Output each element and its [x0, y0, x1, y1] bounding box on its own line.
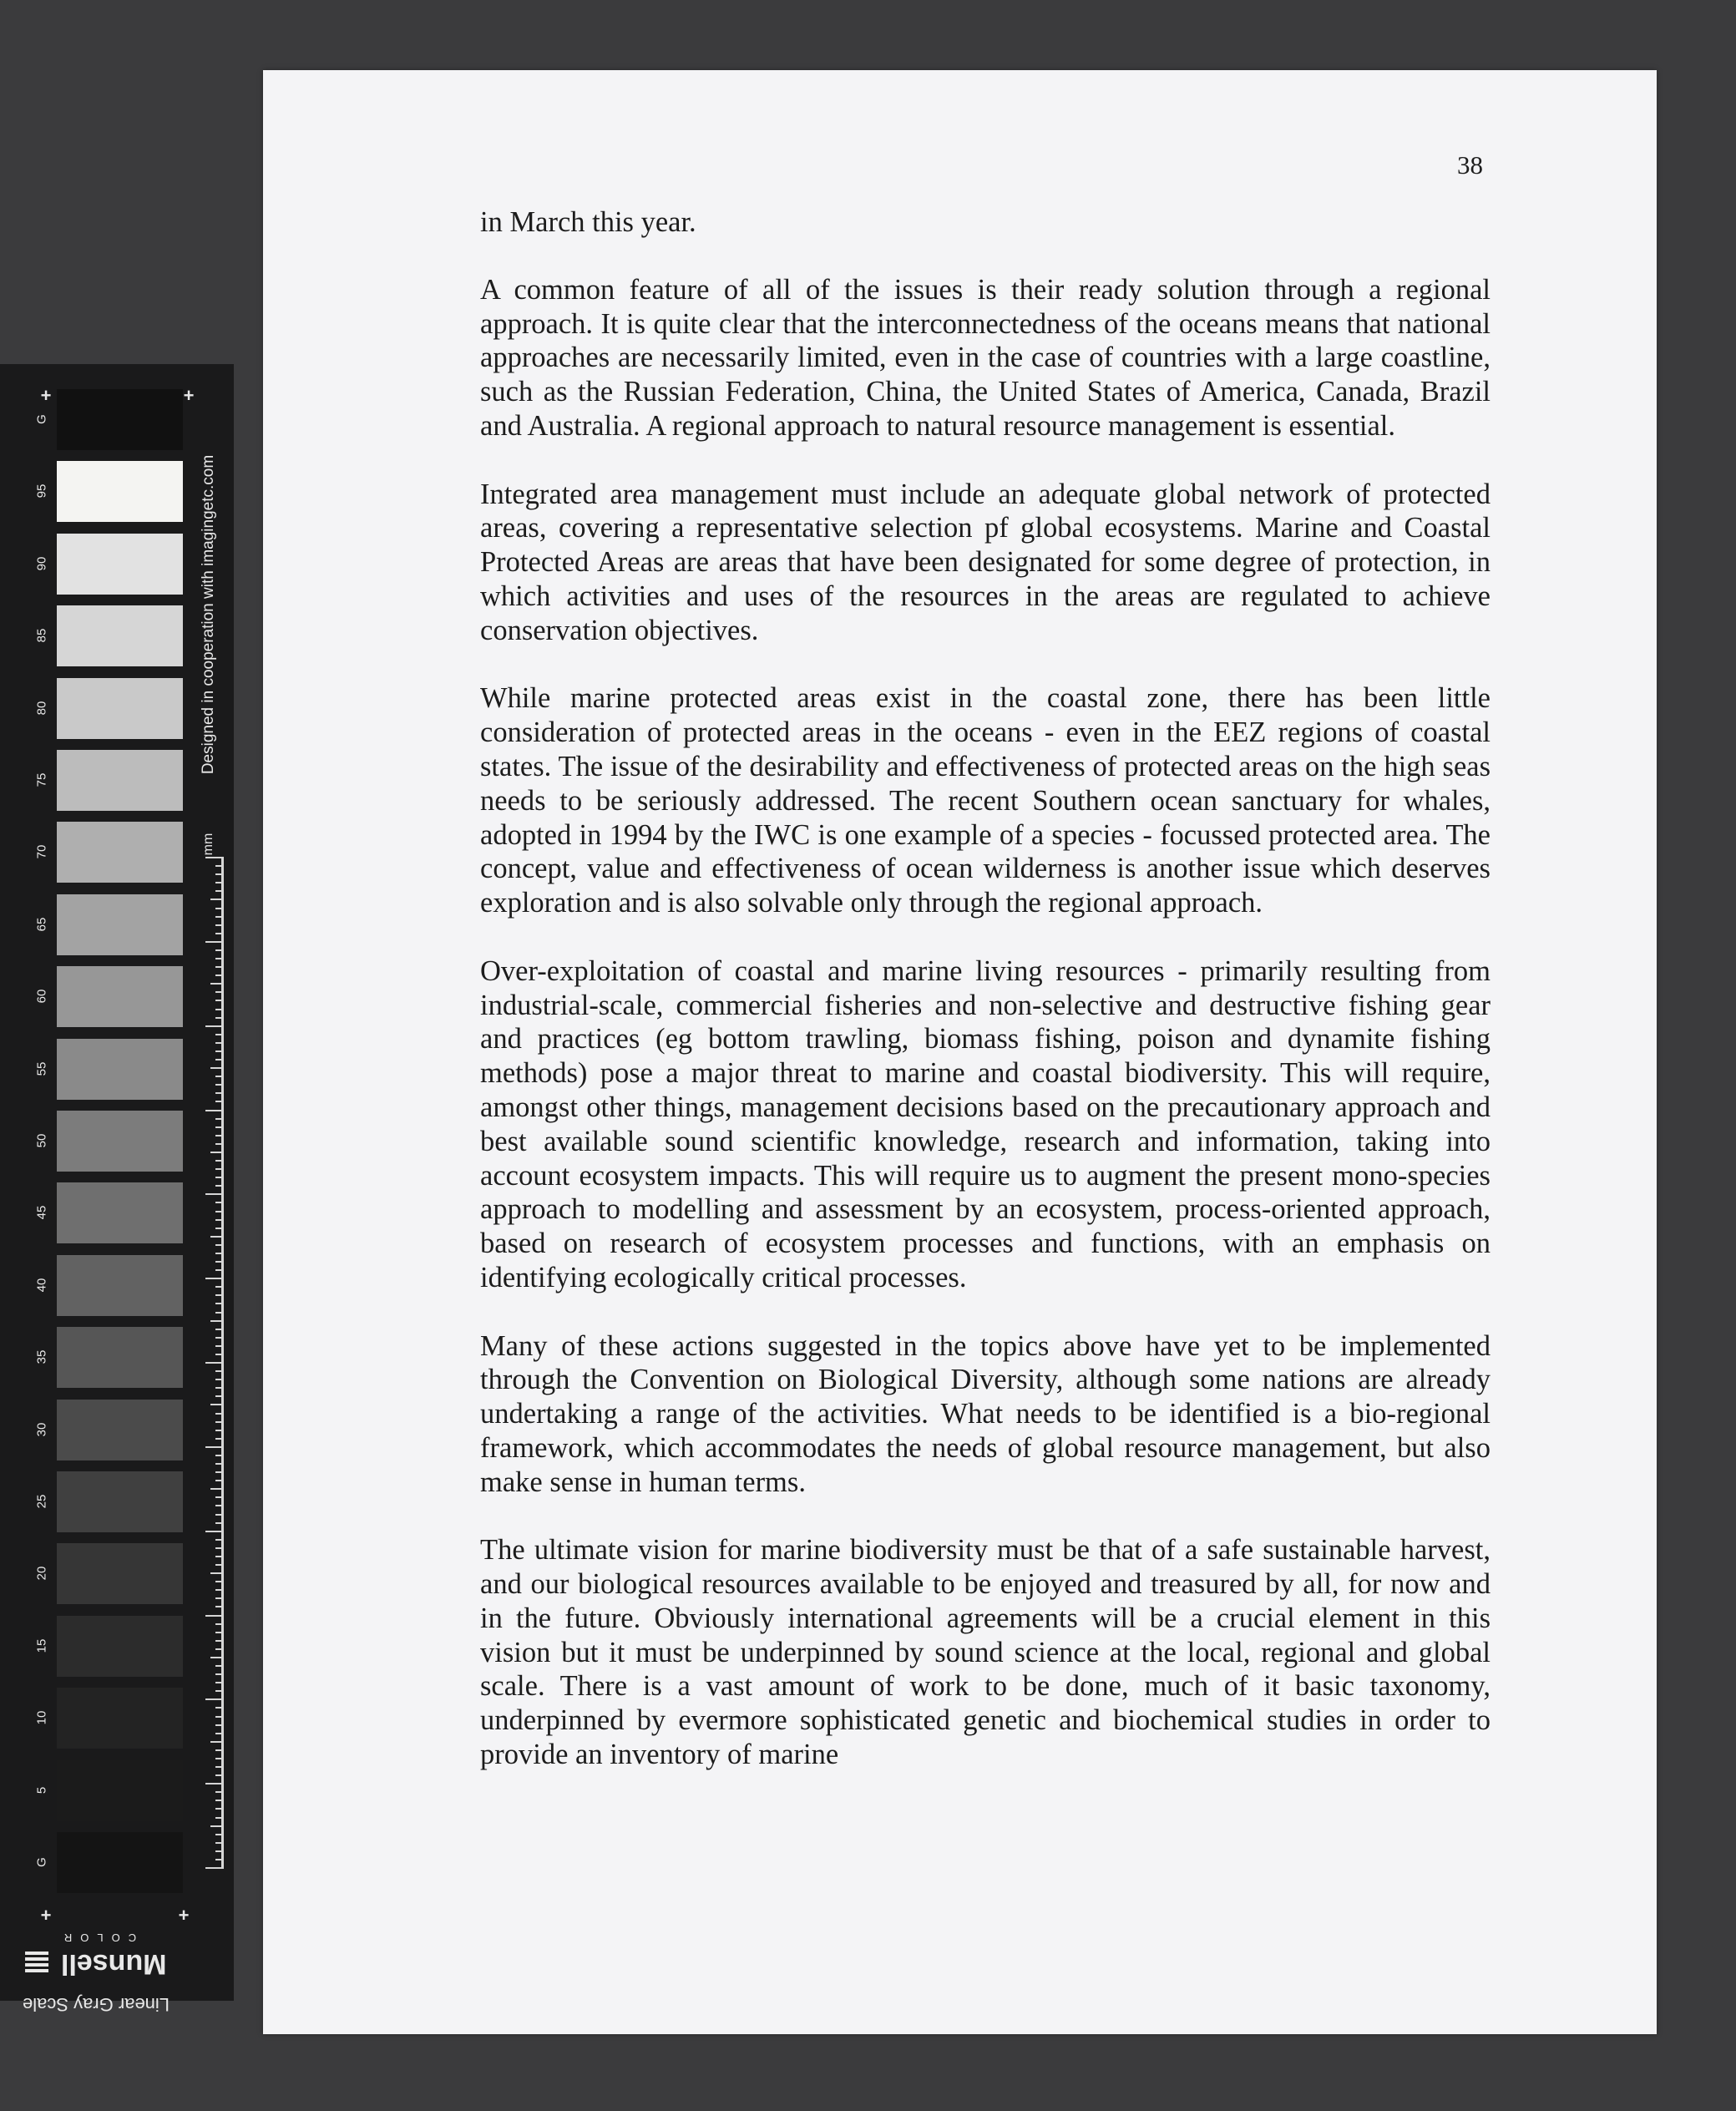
ruler-tick: [215, 865, 224, 867]
ruler-tick: [205, 1615, 224, 1617]
ruler-tick: [215, 882, 224, 883]
paragraph: While marine protected areas exist in the coastal zone, there has been little consideration of protected areas in the oceans - even in the EEZ regions of coastal states. The issue of the desirability and effectiveness of protected areas on the high seas needs to be seriously addressed. The recent Southern ocean sanctuary for whales, adopted in 1994 by the IWC is one example of a species - focussed protected area. The concept, value and effectiveness of ocean wilderness is another issue which deserves exploration and is also solvable only through the regional approach.: [480, 682, 1491, 919]
ruler-tick: [215, 1758, 224, 1759]
ruler-tick: [215, 1101, 224, 1102]
ruler-tick: [215, 1817, 224, 1819]
ruler-tick: [215, 873, 224, 875]
ruler-tick: [215, 1118, 224, 1120]
ruler-tick: [215, 1034, 224, 1035]
ruler-tick: [215, 1581, 224, 1582]
ruler-tick: [215, 1135, 224, 1136]
ruler-tick: [215, 1160, 224, 1162]
ruler-tick: [215, 949, 224, 951]
paragraph: Over-exploitation of coastal and marine living resources - primarily resulting from industrial-scale, commercial fisheries and non-selective and destructive fishing gear and practices (eg bottom trawling, biomass fishing, poison and dynamite fishing methods) pose a major threat to marine and coastal biodiversity. This will require, amongst other things, management decisions based on the precautionary approach and best available sound scientific knowledge, research and information, taking into account ecosystem impacts. This will require us to augment the present mono-species approach to modelling and assessment by an ecosystem, process-oriented approach, based on research of ecosystem processes and functions, with an emphasis on identifying ecologically critical processes.: [480, 954, 1491, 1293]
ruler-tick: [215, 1623, 224, 1625]
ruler-tick: [215, 1009, 224, 1010]
gray-patch: [57, 534, 183, 595]
ruler-tick: [215, 1842, 224, 1844]
registration-cross: +: [40, 1905, 52, 1926]
ruler-tick: [215, 1496, 224, 1498]
ruler-tick: [215, 1480, 224, 1481]
ruler-tick: [215, 1455, 224, 1456]
ruler-tick: [215, 1564, 224, 1566]
ruler-tick: [215, 1640, 224, 1642]
gray-patch: [57, 1543, 183, 1604]
gray-patch: [57, 1688, 183, 1749]
paragraph: Integrated area management must include an adequate global network of protected areas, covering a representative selection pf global ecosystems. Marine and Coastal Protected Areas are areas that have been designated for some degree of protection, in which activities and uses of the resources in the areas are regulated to achieve conservation objectives.: [480, 478, 1491, 646]
ruler-tick: [205, 1698, 224, 1700]
ruler-tick: [210, 1067, 224, 1069]
ruler-tick: [215, 1665, 224, 1667]
ruler-tick: [205, 1025, 224, 1027]
ruler-tick: [215, 1808, 224, 1810]
ruler-tick: [210, 1404, 224, 1405]
ruler-tick: [205, 1867, 224, 1869]
ruler-tick: [205, 1193, 224, 1195]
ruler-tick: [215, 1395, 224, 1397]
munsell-logo-icon: [25, 1952, 48, 1976]
ruler-tick: [215, 1211, 224, 1212]
ruler-tick: [215, 1766, 224, 1768]
ruler-tick: [215, 1253, 224, 1254]
gray-patch: [57, 822, 183, 883]
gray-patch: [57, 1255, 183, 1316]
ruler-tick: [215, 933, 224, 934]
ruler-tick: [215, 1303, 224, 1304]
gray-patch: [57, 1616, 183, 1677]
brand-name: Munsell: [60, 1948, 167, 1980]
ruler-tick: [215, 1834, 224, 1835]
ruler-tick: [215, 1430, 224, 1431]
ruler-tick: [215, 1505, 224, 1506]
body-text: [480, 205, 1491, 1772]
ruler-tick: [215, 1286, 224, 1288]
ruler-tick: [210, 1320, 224, 1322]
ruler-tick: [215, 1076, 224, 1077]
registration-cross: +: [183, 385, 195, 406]
gray-patch: [57, 1760, 183, 1821]
ruler-tick: [205, 1110, 224, 1111]
ruler-tick: [215, 1126, 224, 1128]
ruler-tick: [215, 1312, 224, 1314]
ruler-tick: [215, 1092, 224, 1094]
ruler-tick: [205, 857, 224, 858]
ruler-tick: [215, 1000, 224, 1001]
ruler-tick: [210, 1488, 224, 1490]
gray-patch: [57, 461, 183, 522]
gray-patch: [57, 605, 183, 666]
ruler-tick: [215, 1556, 224, 1557]
gray-patch: [57, 1039, 183, 1100]
ruler-tick: [215, 1733, 224, 1734]
ruler-tick: [215, 975, 224, 976]
ruler-tick: [215, 1438, 224, 1440]
gray-patch: [57, 1327, 183, 1388]
paragraph: A common feature of all of the issues is their ready solution through a regional approach. It is quite clear that the interconnectedness of the oceans means that national approaches are necessarily limited, even in the case of countries with a large coastline, such as the Russian Federation, China, the United States of America, Canada, Brazil and Australia. A regional approach to natural resource management is essential.: [480, 273, 1491, 442]
ruler-tick: [215, 1690, 224, 1692]
ruler-tick: [210, 1236, 224, 1238]
ruler-tick: [215, 1050, 224, 1052]
ruler-tick: [215, 1859, 224, 1860]
ruler-tick: [215, 1421, 224, 1423]
ruler-tick: [215, 1042, 224, 1044]
ruler-tick: [215, 890, 224, 892]
ruler-tick: [205, 1362, 224, 1364]
ruler-tick: [215, 991, 224, 993]
ruler-tick: [215, 1606, 224, 1607]
ruler-tick: [215, 1724, 224, 1726]
ruler-tick: [215, 1589, 224, 1591]
mm-ruler: [200, 857, 225, 1867]
ruler-tick: [215, 1522, 224, 1524]
ruler-tick: [215, 1228, 224, 1229]
gray-patch: [57, 966, 183, 1027]
ruler-tick: [215, 924, 224, 926]
ruler-tick: [205, 1278, 224, 1279]
ruler-tick: [215, 1682, 224, 1683]
gray-patch: [57, 1832, 183, 1893]
ruler-tick: [215, 1202, 224, 1203]
ruler-tick: [210, 1825, 224, 1827]
ruler-tick: [215, 1294, 224, 1296]
ruler-tick: [215, 1387, 224, 1389]
gray-patch: [57, 1111, 183, 1172]
ruler-tick: [205, 1446, 224, 1448]
ruler-tick: [215, 1539, 224, 1541]
ruler-tick: [215, 1547, 224, 1549]
ruler-tick: [215, 1261, 224, 1263]
ruler-tick: [215, 1648, 224, 1650]
ruler-tick: [210, 899, 224, 900]
ruler-tick: [205, 1783, 224, 1784]
munsell-gray-scale: G 95 90 85 80 75 70 65 60 55 50 45 40 35 30 25 20 15 10 5 G + + + + Designed in cooperation with imagingetc.com mm Linear Gray Scale Munsell COLOR: [0, 364, 234, 2001]
ruler-tick: [215, 1370, 224, 1372]
ruler-tick: [215, 1800, 224, 1801]
brand-sub: COLOR: [55, 1931, 137, 1944]
ruler-tick: [215, 1716, 224, 1718]
gray-patch: [57, 1471, 183, 1532]
ruler-tick: [215, 1244, 224, 1246]
ruler-tick: [215, 1774, 224, 1776]
registration-cross: +: [40, 385, 52, 406]
ruler-tick: [215, 1345, 224, 1347]
ruler-tick: [215, 958, 224, 959]
ruler-tick: [215, 1514, 224, 1516]
ruler-tick: [215, 1329, 224, 1330]
ruler-tick: [215, 1177, 224, 1178]
gray-patch: [57, 1400, 183, 1460]
ruler-tick: [215, 1337, 224, 1339]
ruler-tick: [215, 1597, 224, 1599]
ruler-tick: [215, 1017, 224, 1019]
paragraph: Many of these actions suggested in the topics above have yet to be implemented through the Convention on Biological Diversity, although some nations are already undertaking a range of the activities. What needs to be identified is a bio-regional framework, which accommodates the needs of global resource management, but also make sense in human terms.: [480, 1329, 1491, 1498]
ruler-tick: [210, 983, 224, 985]
scale-caption: Linear Gray Scale: [22, 1994, 170, 2015]
gray-patch: [57, 1182, 183, 1243]
registration-cross: +: [178, 1905, 190, 1926]
ruler-tick: [210, 1572, 224, 1574]
ruler-tick: [215, 1413, 224, 1415]
gray-patch: [57, 750, 183, 811]
ruler-tick: [210, 1152, 224, 1153]
ruler-tick: [215, 1850, 224, 1852]
page-number: 38: [1457, 150, 1483, 180]
ruler-tick: [215, 1059, 224, 1061]
ruler-tick: [215, 1471, 224, 1473]
ruler-tick: [215, 916, 224, 918]
ruler-tick: [205, 1531, 224, 1532]
ruler-tick: [210, 1741, 224, 1743]
paragraph: in March this year.: [480, 206, 696, 238]
ruler-tick: [215, 1354, 224, 1355]
ruler-tick: [210, 1657, 224, 1658]
ruler-tick: [215, 1219, 224, 1221]
ruler-tick: [215, 1791, 224, 1793]
ruler-tick: [215, 1673, 224, 1675]
ruler-tick: [215, 1463, 224, 1465]
gray-patch: [57, 678, 183, 739]
ruler-tick: [215, 1749, 224, 1751]
ruler-tick: [215, 908, 224, 909]
ruler-tick: [215, 1168, 224, 1170]
ruler-tick: [215, 1707, 224, 1709]
ruler-tick: [215, 1143, 224, 1145]
ruler-tick: [215, 966, 224, 968]
ruler-tick: [215, 1632, 224, 1633]
ruler-tick: [215, 1084, 224, 1086]
paragraph: The ultimate vision for marine biodiversity must be that of a safe sustainable harvest, and our biological resources available to be enjoyed and treasured by all, for now and in the future. Obviously international agreements will be a crucial element in this vision but it must be underpinned by sound science at the local, regional and global scale. There is a vast amount of work to be done, much of it basic taxonomy, underpinned by evermore sophisticated genetic and biochemical studies in order to provide an inventory of marine: [480, 1534, 1491, 1771]
ruler-tick: [205, 941, 224, 943]
gray-patch: [57, 894, 183, 955]
ruler-tick: [215, 1185, 224, 1187]
ruler-tick: [215, 1269, 224, 1271]
gray-patch: [57, 389, 183, 450]
ruler-tick: [215, 1379, 224, 1380]
